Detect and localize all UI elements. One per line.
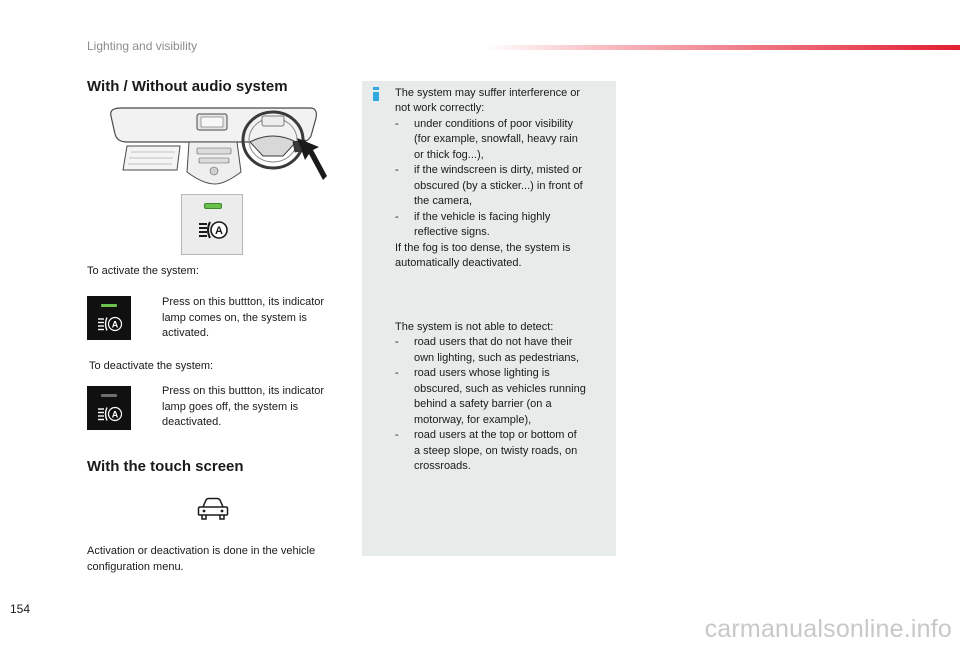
activate-instruction-text: Press on this buttton, its indicator lamp comes on, the system is activated. bbox=[162, 296, 325, 339]
auto-beam-button-on bbox=[87, 296, 131, 340]
auto-beam-button-illustration bbox=[181, 194, 243, 255]
list1-item-line: if the vehicle is facing highly bbox=[414, 211, 551, 223]
pointer-arrow-icon bbox=[295, 136, 329, 184]
panel-para2-line: automatically deactivated. bbox=[395, 257, 522, 269]
panel-para1-line: The system may suffer interference or bbox=[395, 87, 581, 99]
auto-high-beam-icon bbox=[97, 316, 123, 332]
indicator-lamp-on bbox=[101, 304, 117, 307]
bullet-symbol bbox=[146, 384, 162, 431]
list2-dash: - bbox=[395, 367, 399, 379]
bullet-symbol bbox=[146, 295, 162, 342]
audio-section-title: With / Without audio system bbox=[87, 78, 288, 95]
activate-instruction bbox=[146, 295, 346, 342]
list1-item-line: obscured (by a sticker...) in front of bbox=[414, 180, 583, 192]
list2-item-line: road users whose lighting is bbox=[414, 367, 550, 379]
list1-dash: - bbox=[395, 164, 399, 176]
deactivate-instruction bbox=[146, 384, 348, 431]
list2-dash: - bbox=[395, 429, 399, 441]
list2-item-line: crossroads. bbox=[414, 460, 471, 472]
panel-para2-line: If the fog is too dense, the system is bbox=[395, 242, 571, 254]
panel-para1-line: not work correctly: bbox=[395, 102, 485, 114]
list1-item-line: if the windscreen is dirty, misted or bbox=[414, 164, 582, 176]
list2-item-line: road users at the top or bottom of bbox=[414, 429, 577, 441]
auto-beam-button-off bbox=[87, 386, 131, 430]
list1-dash: - bbox=[395, 118, 399, 130]
list2-item-line: obscured, such as vehicles running bbox=[414, 383, 586, 395]
watermark: carmanualsonline.info bbox=[704, 615, 952, 643]
svg-text:A: A bbox=[111, 409, 119, 420]
chapter-title: Lighting and visibility bbox=[87, 39, 198, 53]
page-number: 154 bbox=[10, 602, 31, 616]
list2-item-line: a steep slope, on twisty roads, on bbox=[414, 445, 578, 457]
touch-section-title: With the touch screen bbox=[87, 458, 244, 475]
list2-item-line: road users that do not have their bbox=[414, 336, 573, 348]
activate-label: To activate the system: bbox=[87, 265, 199, 277]
auto-high-beam-icon bbox=[97, 406, 123, 422]
info-panel bbox=[362, 81, 616, 556]
indicator-lamp-off bbox=[101, 394, 117, 397]
car-icon bbox=[197, 497, 229, 521]
list2-item-line: motorway, for example), bbox=[414, 414, 532, 426]
list1-item-line: under conditions of poor visibility bbox=[414, 118, 573, 130]
list2-item-line: own lighting, such as pedestrians, bbox=[414, 352, 580, 364]
list2-dash: - bbox=[395, 336, 399, 348]
deactivate-label: To deactivate the system: bbox=[89, 360, 214, 372]
touch-section-text: Activation or deactivation is done in the vehicle configuration menu. bbox=[87, 545, 316, 573]
list1-item-line: reflective signs. bbox=[414, 226, 490, 238]
svg-text:A: A bbox=[215, 225, 223, 237]
list1-item-line: (for example, snowfall, heavy rain bbox=[414, 133, 578, 145]
list1-item-line: or thick fog...), bbox=[414, 149, 484, 161]
deactivate-instruction-text: Press on this buttton, its indicator lamp goes off, the system is deactivated. bbox=[162, 385, 325, 428]
svg-text:A: A bbox=[111, 319, 119, 330]
panel-para3-line: The system is not able to detect: bbox=[395, 321, 554, 333]
auto-high-beam-icon bbox=[198, 220, 228, 240]
list2-item-line: behind a safety barrier (on a bbox=[414, 398, 552, 410]
indicator-lamp bbox=[204, 203, 222, 209]
info-icon bbox=[373, 87, 379, 101]
list1-item-line: the camera, bbox=[414, 195, 473, 207]
list1-dash: - bbox=[395, 211, 399, 223]
header-accent-bar bbox=[485, 45, 960, 50]
